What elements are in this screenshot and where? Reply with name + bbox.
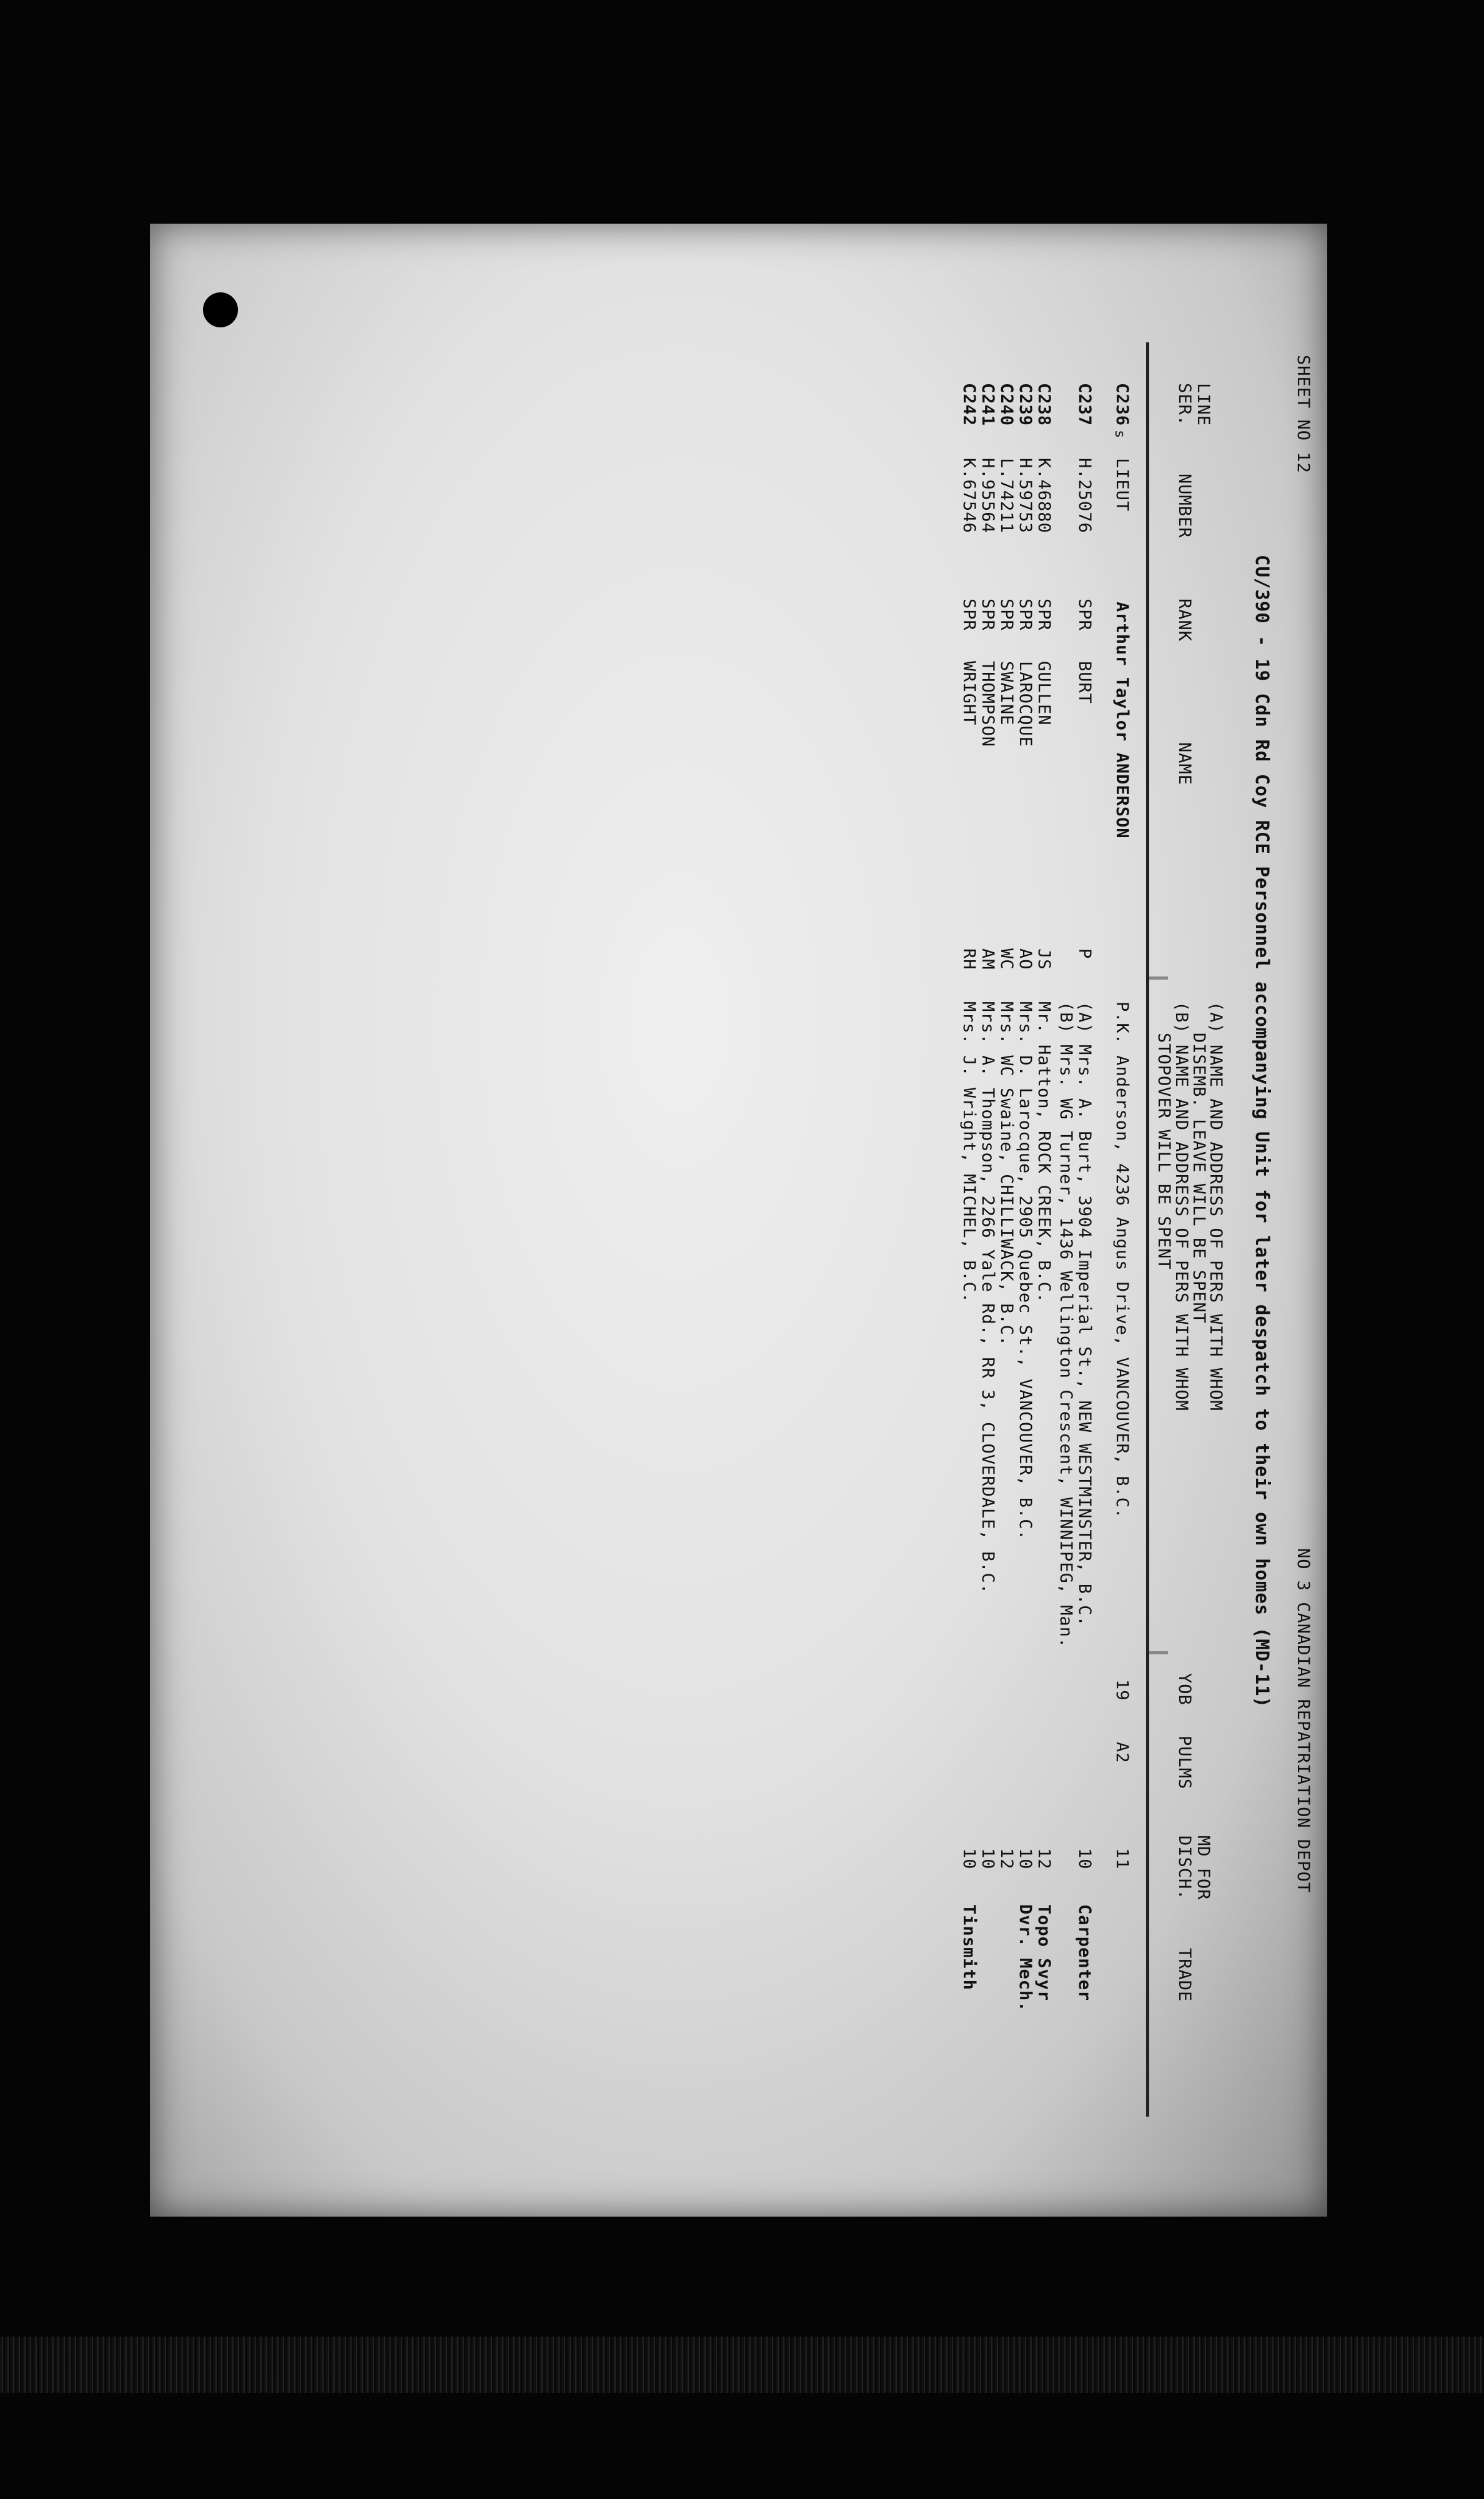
row-initials: AO — [1016, 948, 1035, 970]
row-md: 12 — [1034, 1848, 1054, 1870]
row-initials: RH — [959, 948, 979, 970]
col-pulms: PULMS — [1175, 1736, 1194, 1790]
col-address-b2: STOPOVER WILL BE SPENT — [1154, 1033, 1174, 1270]
row-rank: SPR — [1034, 599, 1054, 631]
row-name: THOMPSON — [978, 661, 997, 748]
row-pulms: A2 — [1112, 1742, 1132, 1764]
row-rank: SPR — [959, 599, 979, 631]
row-md: 10 — [959, 1848, 979, 1870]
row-initials: AM — [978, 948, 997, 970]
row-ser: C242 — [959, 383, 979, 427]
film-edge-strip — [0, 2337, 1484, 2393]
col-yob: YOB — [1175, 1673, 1194, 1706]
col-address-a2: DISEMB. LEAVE WILL BE SPENT — [1189, 1033, 1209, 1324]
row-yob: 19 — [1112, 1679, 1132, 1701]
row-ser: C236 — [1112, 383, 1132, 427]
row-address: P.K. Anderson, 4236 Angus Drive, VANCOUVER, B.C. — [1112, 1001, 1132, 1519]
row-name: GULLEN — [1034, 661, 1054, 726]
row-address: Mrs. D. Larocque, 2905 Quebec St., VANCOUVER, B.C. — [1016, 1001, 1035, 1541]
depot-title: NO 3 CANADIAN REPATRIATION DEPOT — [1294, 1548, 1313, 1894]
row-rank: SPR — [997, 599, 1016, 631]
row-md: 10 — [978, 1848, 997, 1870]
col-address-b: (B) NAME AND ADDRESS OF PERS WITH WHOM — [1172, 1001, 1191, 1411]
row-address-2: (B) Mrs. WG Turner, 1436 Wellington Crescent, WINNIPEG, Man. — [1056, 1001, 1076, 1649]
col-line: LINE — [1194, 383, 1213, 427]
row-initials: P — [1075, 948, 1094, 960]
sheet-number: SHEET NO 12 — [1294, 355, 1313, 474]
row-trade: Dvr. Mech. — [1016, 1904, 1035, 2012]
col-number: NUMBER — [1175, 474, 1194, 539]
col-disch: DISCH. — [1175, 1836, 1194, 1900]
header-rule — [1146, 342, 1149, 2117]
row-address: Mr. Hatton, ROCK CREEK, B.C. — [1034, 1001, 1054, 1304]
row-ser: C241 — [978, 383, 997, 427]
row-ser: C237 — [1075, 383, 1094, 427]
row-rank: SPR — [1016, 599, 1035, 631]
row-initials: WC — [997, 948, 1016, 970]
row-number: H.95564 — [978, 458, 997, 534]
row-rank: SPR — [1075, 599, 1094, 631]
col-name: NAME — [1175, 742, 1194, 786]
col-ser: SER. — [1175, 383, 1194, 427]
row-trade: Carpenter — [1075, 1904, 1094, 2002]
row-trade: Tinsmith — [959, 1904, 979, 1991]
row-md: 12 — [997, 1848, 1016, 1870]
row-md: 10 — [1016, 1848, 1035, 1870]
row-number: L.74211 — [997, 458, 1016, 534]
row-number: K.67546 — [959, 458, 979, 534]
row-address: Mrs. WC Swaine, CHILLIWACK, B.C. — [997, 1001, 1016, 1347]
row-number: K.46880 — [1034, 458, 1054, 534]
row-name: BURT — [1075, 661, 1094, 705]
row-address: Mrs. A. Thompson, 2266 Yale Rd., RR 3, CLOVERDALE, B.C. — [978, 1001, 997, 1595]
row-number: LIEUT — [1112, 458, 1132, 512]
row-name: LAROCQUE — [1016, 661, 1035, 748]
row-number: H.59753 — [1016, 458, 1035, 534]
row-md: 11 — [1112, 1848, 1132, 1870]
col-rank: RANK — [1175, 599, 1194, 642]
row-name: SWAINE — [997, 661, 1016, 726]
col-address-a: (A) NAME AND ADDRESS OF PERS WITH WHOM — [1206, 1001, 1225, 1411]
row-name: WRIGHT — [959, 661, 979, 726]
row-rank: SPR — [978, 599, 997, 631]
col-trade: TRADE — [1175, 1948, 1194, 2002]
row-address: Mrs. J. Wright, MICHEL, B.C. — [959, 1001, 979, 1304]
row-address: (A) Mrs. A. Burt, 3904 Imperial St., NEW WESTMINSTER, B.C. — [1075, 1001, 1094, 1627]
row-ser: C239 — [1016, 383, 1035, 427]
row-number: H.25076 — [1075, 458, 1094, 534]
row-ser: C240 — [997, 383, 1016, 427]
row-initials: JS — [1034, 948, 1054, 970]
rule-tick-left — [1149, 976, 1168, 980]
row-ser: C238 — [1034, 383, 1054, 427]
rule-tick-right — [1149, 1651, 1168, 1654]
row-mark: s — [1112, 430, 1127, 439]
col-md-for: MD FOR — [1194, 1836, 1213, 1900]
document-title: CU/390 - 19 Cdn Rd Coy RCE Personnel accompanying Unit for later despatch to their own homes (MD-11) — [1252, 555, 1273, 1708]
row-md: 10 — [1075, 1848, 1094, 1870]
rotated-document-content — [150, 224, 1327, 2217]
row-trade: Topo Svyr — [1034, 1904, 1054, 2002]
row-name: Arthur Taylor ANDERSON — [1112, 602, 1132, 839]
